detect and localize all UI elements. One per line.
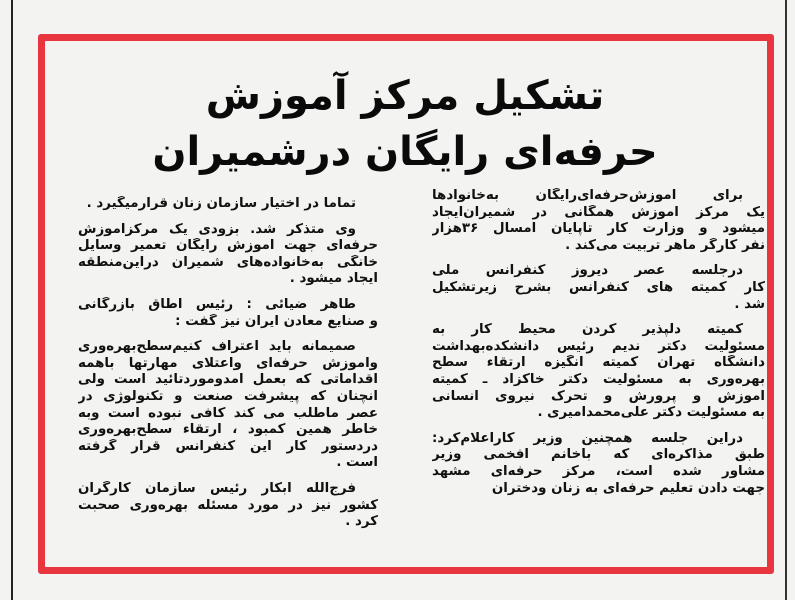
- article-line: یک مرکز آموزش همگانی در شمیران‌ایجاد: [432, 204, 765, 220]
- article-line: کار کمیته های کنفرانس بشرح زیرتشکیل: [432, 279, 765, 295]
- article-paragraph: [78, 339, 378, 472]
- article-line: دانشگاه تهران کمیته انگیزه ارتقاء سطح: [432, 355, 765, 371]
- article-line: مشاور شده است، مرکز حرفه‌ای مشهد: [432, 463, 765, 479]
- article-line: وآموزش حرفه‌ای واعتلای مهارتها باهمه: [78, 355, 378, 371]
- article-line: طاهر ضیائی : رئیس اطاق بازرگانی: [78, 296, 356, 312]
- article-line: میشود و وزارت کار تاپایان امسال ۳۶هزار: [432, 221, 765, 237]
- headline-line-2: حرفه‌ای رایگان درشمیران: [152, 129, 658, 175]
- article-line: کرد .: [345, 514, 378, 530]
- article-line: حرفه‌ای جهت آموزش رایگان تعمیر وسایل: [78, 238, 378, 254]
- article-line: کمیته دلپذیر کردن محیط کار به: [432, 322, 743, 338]
- article-line: اقداماتی که بعمل آمدوموردتائید است ولی: [78, 372, 378, 388]
- article-line: نفر کارگر ماهر تربیت می‌کند .: [565, 237, 765, 253]
- headline-line-1: تشکیل مرکز آموزش: [205, 73, 605, 119]
- article-line: وی متذکر شد. بزودی یک مرکزآموزش: [78, 221, 356, 237]
- article-line: خاطر همین کمبود ، ارتقاء سطح‌بهره‌وری: [78, 422, 378, 438]
- article-paragraph: [432, 322, 765, 422]
- article-line: و صنایع معادن ایران نیز گفت :: [175, 313, 378, 329]
- article-line: آموزش و پرورش و تحرک نیروی انسانی: [432, 388, 765, 404]
- article-paragraph: [432, 188, 765, 254]
- article-line: خانگی به‌خانواده‌های شمیران دراین‌منطقه: [78, 254, 378, 270]
- article-line: است .: [336, 455, 378, 471]
- article-line: تماما در اختیار سازمان زنان قرارمیگیرد .: [86, 196, 356, 211]
- article-column-left: [78, 196, 378, 540]
- article-paragraph: [78, 481, 378, 531]
- article-line: شد .: [734, 296, 765, 312]
- article-paragraph: [78, 297, 378, 330]
- article-line: مسئولیت دکتر ندیم رئیس دانشکده‌بهداشت: [432, 338, 765, 354]
- article-line: بهره‌وری به مسئولیت دکتر خاکزاد ـ کمیته: [432, 371, 765, 387]
- article-line: طبق مذاکره‌ای که باخانم افخمی وزیر: [432, 447, 765, 463]
- article-line: دردستور کار این کنفرانس قرار گرفته: [78, 438, 378, 454]
- article-line: ایجاد میشود .: [289, 271, 378, 287]
- article-column-right: [432, 188, 765, 506]
- article-paragraph: [78, 196, 378, 213]
- article-line: جهت دادن تعلیم حرفه‌ای به زنان ودختران: [491, 480, 765, 496]
- article-line: دراین جلسه همچنین وزیر کاراعلام‌کرد:: [432, 430, 743, 446]
- article-line: فرج‌الله آبکار رئیس سازمان کارگران: [78, 480, 356, 496]
- article-line: برای آموزش‌حرفه‌ای‌رایگان به‌خانوادها: [432, 188, 743, 203]
- article-line: عصر ماطلب می کند کافی نبوده است وبه: [78, 405, 378, 421]
- article-line: درجلسه عصر دیروز کنفرانس ملی: [432, 263, 743, 279]
- article-line: صمیمانه باید اعتراف کنیم‌سطح‌بهره‌وری: [78, 339, 356, 355]
- article-line: به مسئولیت دکتر علی‌محمدامیری .: [537, 405, 765, 421]
- article-paragraph: [432, 431, 765, 497]
- article-line: کشور نیز در مورد مسئله بهره‌وری صحبت: [78, 497, 378, 513]
- page-edge-rule-right: [785, 0, 787, 600]
- article-line: آنچنان که پیشرفت صنعت و تکنولوژی در: [78, 388, 378, 404]
- article-paragraph: [78, 222, 378, 288]
- page-edge-rule-left: [11, 0, 13, 600]
- article-paragraph: [432, 263, 765, 313]
